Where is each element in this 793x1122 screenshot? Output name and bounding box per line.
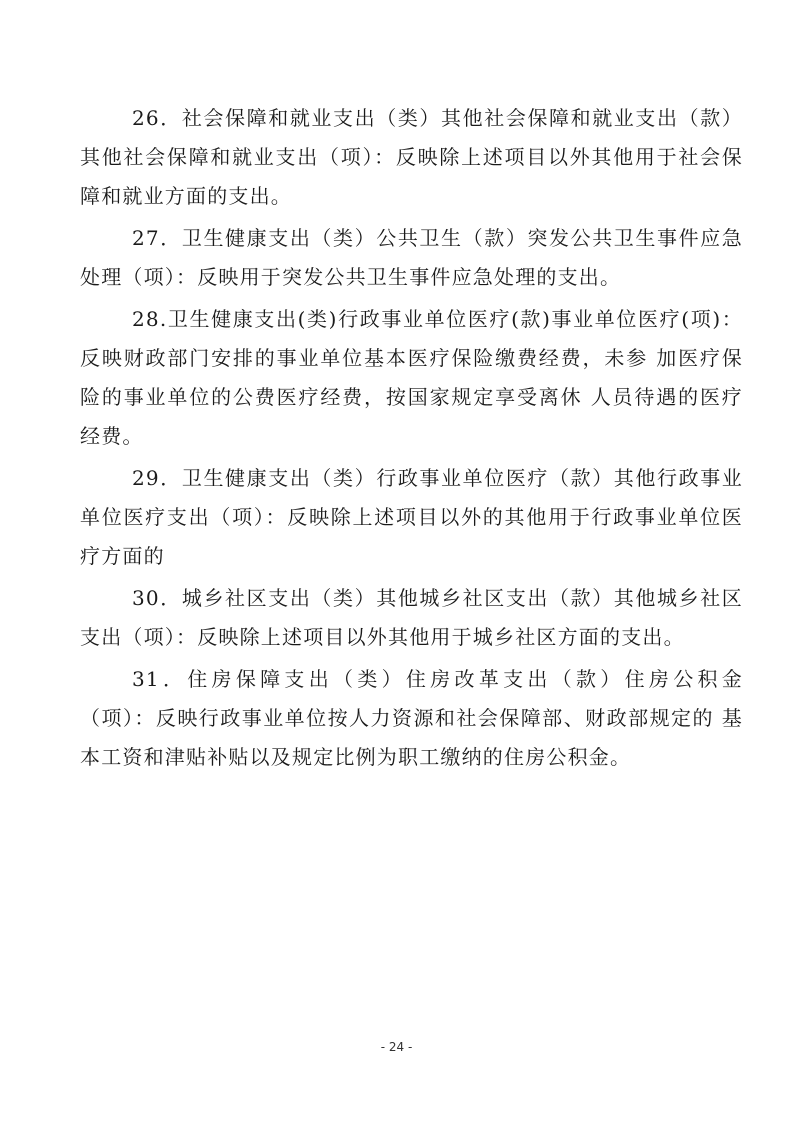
document-body: [80, 99, 743, 780]
page-number: - 24 -: [380, 1040, 413, 1054]
paragraph-item-30: 30．城乡社区支出（类）其他城乡社区支出（款）其他城乡社区支出（项）：反映除上述项目以外其他用于城乡社区方面的支出。: [80, 586, 743, 649]
paragraph-item-28: 28.卫生健康支出(类)行政事业单位医疗(款)事业单位医疗(项)：反映财政部门安排的事业单位基本医疗保险缴费经费，未参 加医疗保险的事业单位的公费医疗经费，按国家规定享受离休 人员待遇的医疗经费。: [80, 307, 743, 448]
paragraph-item-26: 26．社会保障和就业支出（类）其他社会保障和就业支出（款）其他社会保障和就业支出（项）：反映除上述项目以外其他用于社会保障和就业方面的支出。: [80, 106, 743, 208]
paragraph-item-29: 29．卫生健康支出（类）行政事业单位医疗（款）其他行政事业单位医疗支出（项）：反映除上述项目以外的其他用于行政事业单位医疗方面的: [80, 466, 743, 568]
paragraph-item-27: 27．卫生健康支出（类）公共卫生（款）突发公共卫生事件应急处理（项）：反映用于突发公共卫生事件应急处理的支出。: [80, 226, 743, 289]
paragraph-item-31: 31．住房保障支出（类）住房改革支出（款）住房公积金（项）：反映行政事业单位按人力资源和社会保障部、财政部规定的 基本工资和津贴补贴以及规定比例为职工缴纳的住房公积金。: [80, 667, 743, 769]
